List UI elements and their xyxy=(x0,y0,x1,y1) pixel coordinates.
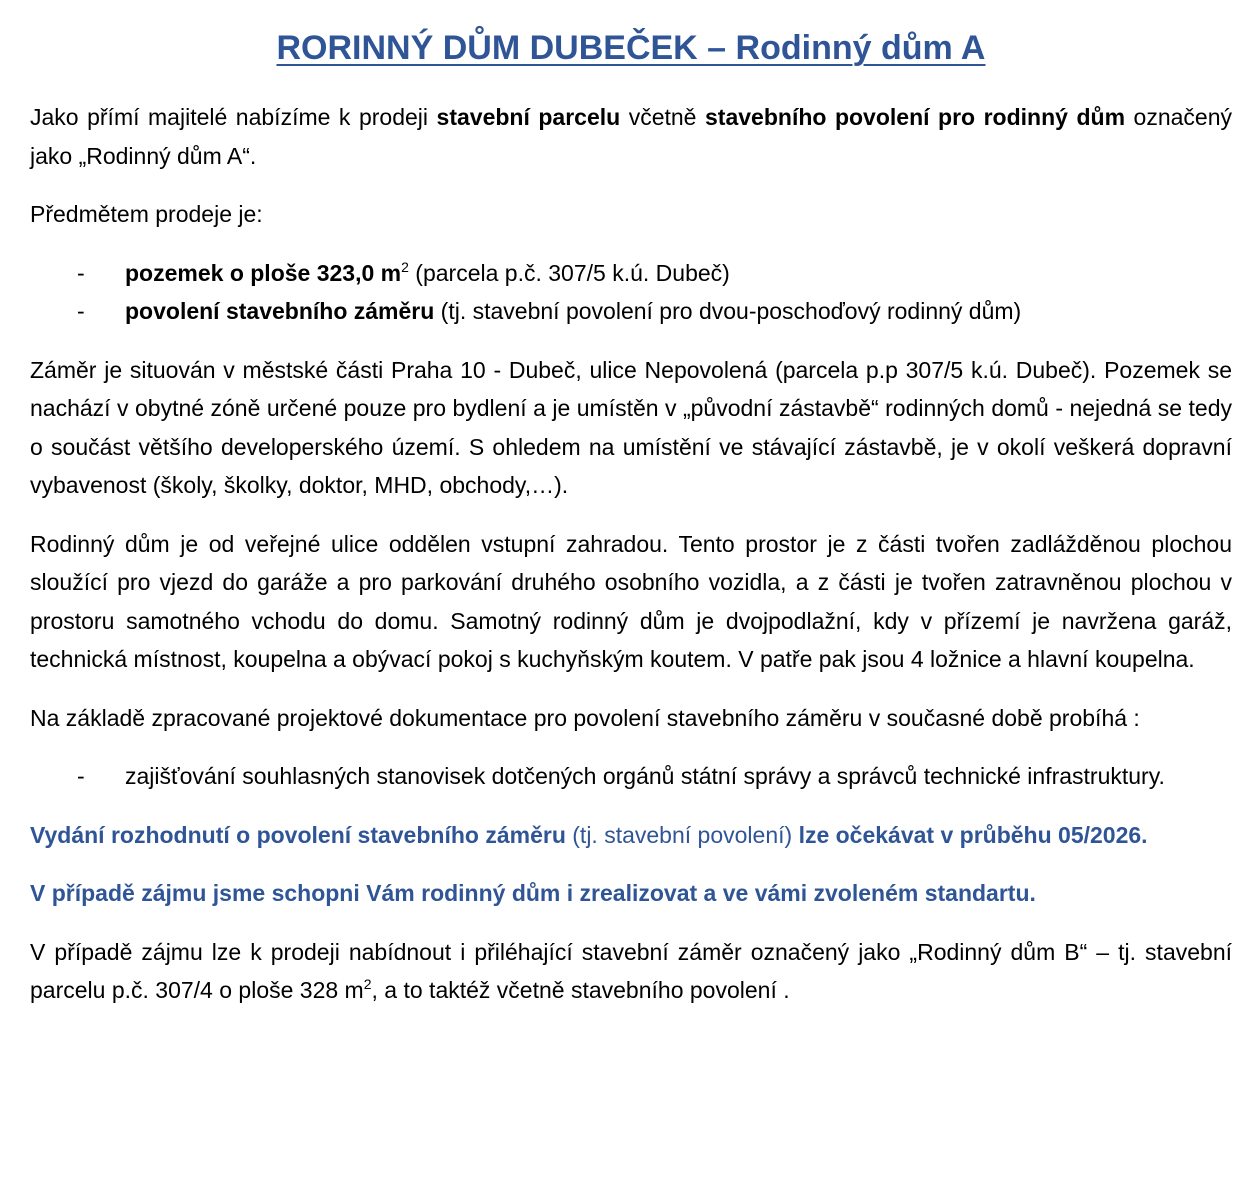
subject-item-bold: pozemek o ploše 323,0 m xyxy=(125,259,402,286)
process-item-text: zajišťování souhlasných stanovisek dotčených orgánů státní správy a správců technické infrastruktury. xyxy=(125,763,1165,789)
document-title: RORINNÝ DŮM DUBEČEK – Rodinný dům A xyxy=(276,29,986,67)
list-item xyxy=(30,254,1232,293)
realization-bold: V případě zájmu jsme schopni Vám rodinný dům i zrealizovat a ve vámi zvoleném standartu. xyxy=(30,880,1036,906)
subject-item-rest: (parcela p.č. 307/5 k.ú. Dubeč) xyxy=(408,259,730,286)
intro-bold-permit: stavebního povolení pro rodinný dům xyxy=(705,104,1126,130)
process-paragraph: Na základě zpracované projektové dokumentace pro povolení stavebního záměru v současné době probíhá : xyxy=(30,704,1140,731)
document-page xyxy=(30,24,1232,1030)
house-paragraph: Rodinný dům je od veřejné ulice oddělen vstupní zahradou. Tento prostor je z části tvořen zadlážděnou plochou sloužící pro vjezd do garáže a pro parkování druhého osobního vozidla, a z části je tvořen zatravněnou plochou v prostoru samotného vchodu do domu. Samotný rodinný dům je dvojpodlažní, kdy v přízemí je navržena garáž, technická místnost, koupelna a obývací pokoj s kuchyňským koutem. V patře pak jsou 4 ložnice a hlavní koupelna. xyxy=(30,530,1232,672)
subject-list xyxy=(30,254,1232,331)
offer-b-text-1: V případě zájmu lze k prodeji nabídnout i přiléhající stavební záměr označený jako „Rodinný dům B“ – tj. stavební parcelu p.č. 307/4 o ploše 328 m xyxy=(30,938,1232,1003)
process-list xyxy=(30,757,1232,796)
intro-paragraph xyxy=(30,98,1232,175)
location-paragraph: Záměr je situován v městské části Praha 10 - Dubeč, ulice Nepovolená (parcela p.p 307/5 k.ú. Dubeč). Pozemek se nachází v obytné zóně určené pouze pro bydlení a je umístěn v „původní zástavbě“ rodinných domů - nejedná se tedy o součást většího developerského území. S ohledem na umístění ve stávající zástavbě, je v okolí veškerá dopravní vybavenost (školy, školky, doktor, MHD, obchody,…). xyxy=(30,356,1232,498)
superscript: 2 xyxy=(363,976,372,992)
list-dash: - xyxy=(77,259,85,286)
list-item xyxy=(30,292,1232,331)
decision-text: (tj. stavební povolení) xyxy=(565,821,799,848)
subject-item-rest: (tj. stavební povolení pro dvou-poschoďový rodinný dům) xyxy=(434,298,1022,324)
list-dash: - xyxy=(77,298,85,324)
intro-text-1: Jako přímí majitelé nabízíme k prodeji xyxy=(30,104,437,130)
offer-b-text-2: , a to taktéž včetně stavebního povolení . xyxy=(371,977,790,1003)
list-item xyxy=(30,757,1232,796)
subject-item-bold: povolení stavebního záměru xyxy=(125,298,435,324)
intro-text-3: označený jako „Rodinný dům A“. xyxy=(30,104,1232,169)
offer-b-paragraph xyxy=(30,933,1232,1010)
intro-bold-parcel: stavební parcelu xyxy=(436,104,621,130)
decision-bold-2: lze očekávat v průběhu 05/2026. xyxy=(798,821,1148,848)
decision-paragraph xyxy=(30,816,1232,855)
realization-paragraph xyxy=(30,874,1232,913)
subject-heading: Předmětem prodeje je: xyxy=(30,201,263,227)
superscript: 2 xyxy=(401,258,409,275)
list-dash: - xyxy=(77,763,85,789)
intro-text-2: včetně xyxy=(620,104,706,130)
decision-bold-1: Vydání rozhodnutí o povolení stavebního záměru xyxy=(30,821,566,848)
